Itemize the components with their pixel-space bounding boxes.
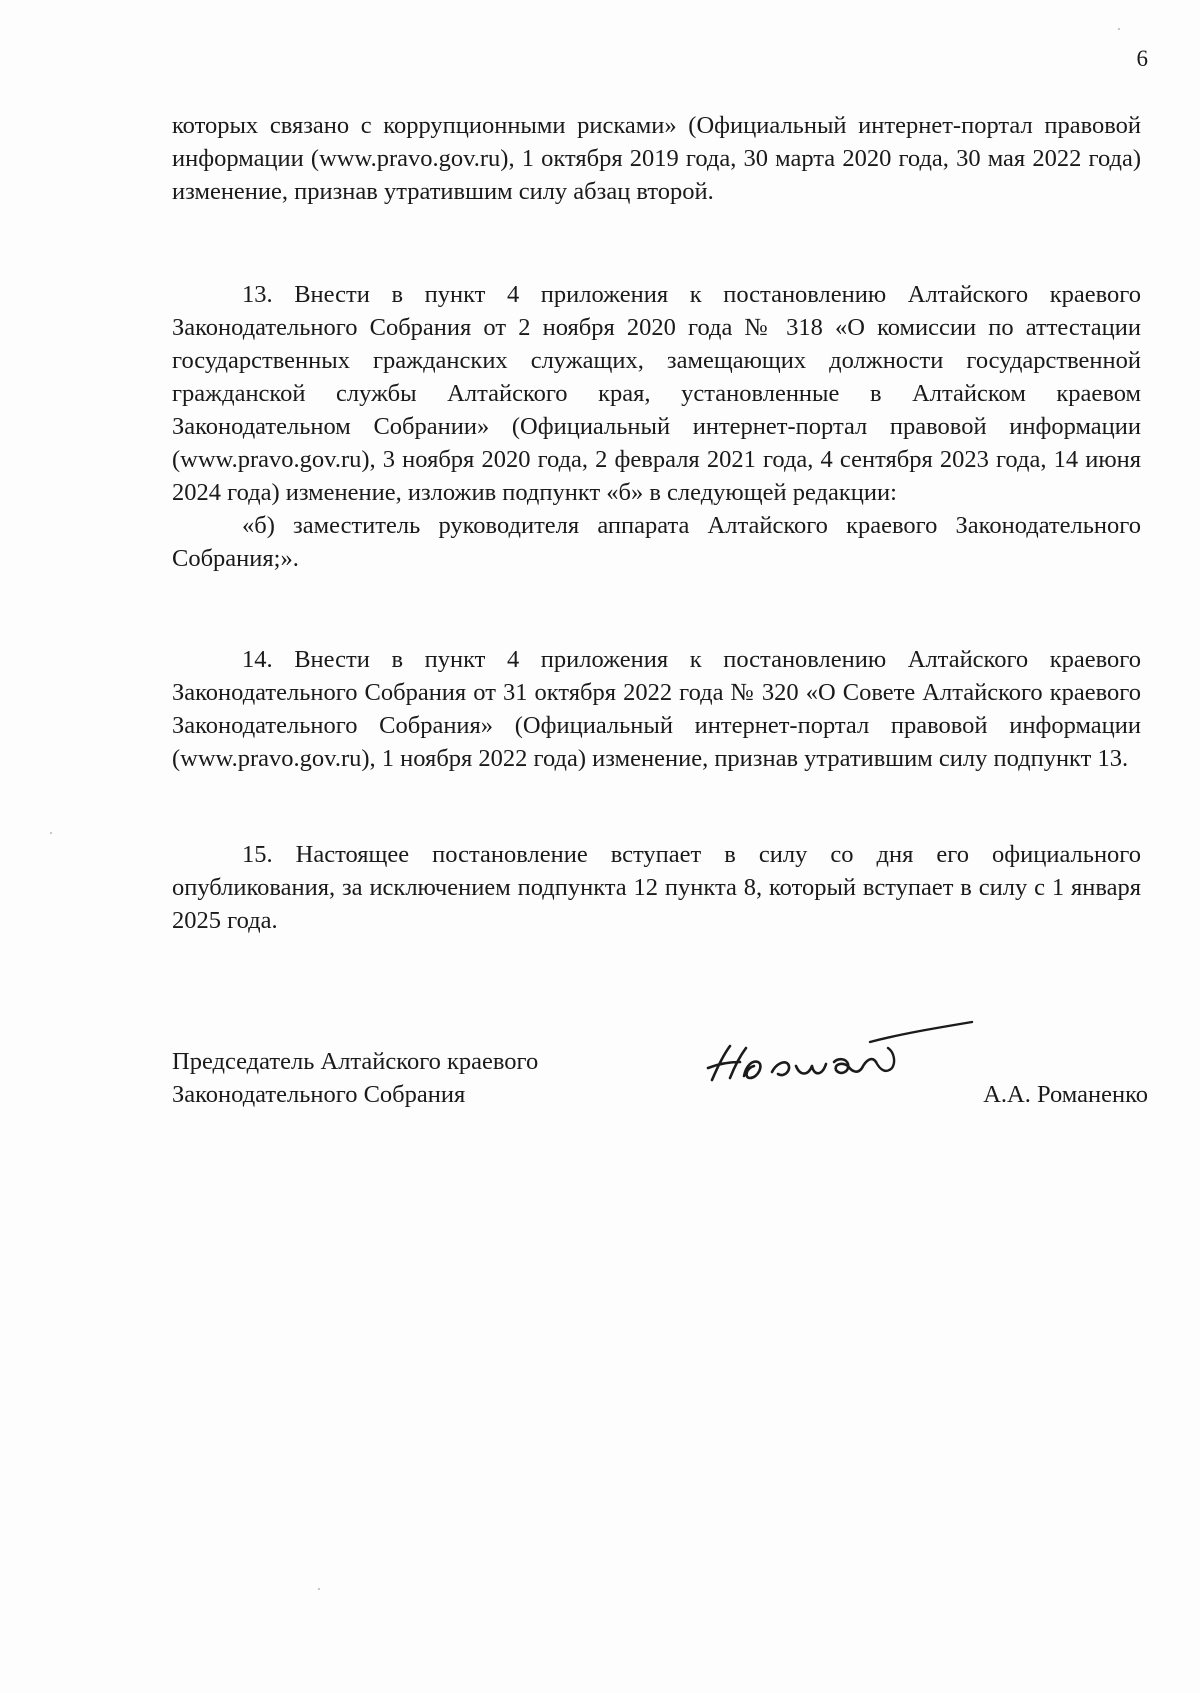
position-line: Председатель Алтайского краевого (172, 1048, 539, 1075)
scan-speck (318, 1588, 320, 1590)
paragraph-text: 15. Настоящее постановление вступает в силу со дня его официального опубликования, за исключением подпункта 12 пункта 8, который вступает в силу с 1 января 2025 года. (172, 841, 1141, 934)
scan-speck (1118, 28, 1120, 30)
paragraph-text: которых связано с коррупционными рисками» (Официальный интернет-портал правовой информации (www.pravo.gov.ru), 1 октября 2019 года, 30 марта 2020 года, 30 мая 2022 года) изменение, признав утратившим силу абзац второй. (172, 112, 1141, 205)
paragraph-12-continuation (172, 109, 1141, 208)
position-line: Законодательного Собрания (172, 1081, 466, 1108)
signatory-position (172, 1045, 538, 1111)
scan-speck (50, 832, 52, 834)
handwritten-signature (700, 1018, 990, 1098)
signatory-name: А.А. Романенко (983, 1081, 1148, 1108)
paragraph-text: 13. Внести в пункт 4 приложения к постановлению Алтайского краевого Законодательного Собрания от 2 ноября 2020 года № 318 «О комиссии по аттестации государственных гражданских служащих, замещающих должности государственной гражданской службы Алтайского края, установленные в Алтайском краевом Законодательном Собрании» (Официальный интернет-портал правовой информации (www.pravo.gov.ru), 3 ноября 2020 года, 2 февраля 2021 года, 4 сентября 2023 года, 14 июня 2024 года) изменение, изложив подпункт «б» в следующей редакции: (172, 281, 1141, 506)
paragraph-14 (172, 643, 1141, 775)
subparagraph-b: «б) заместитель руководителя аппарата Алтайского краевого Законодательного Собрания;». (172, 512, 1141, 572)
paragraph-15 (172, 838, 1141, 937)
page-number: 6 (1136, 46, 1148, 71)
paragraph-text: 14. Внести в пункт 4 приложения к постановлению Алтайского краевого Законодательного Собрания от 31 октября 2022 года № 320 «О Совете Алтайского краевого Законодательного Собрания» (Официальный интернет-портал правовой информации (www.pravo.gov.ru), 1 ноября 2022 года) изменение, признав утратившим силу подпункт 13. (172, 646, 1141, 772)
paragraph-13 (172, 278, 1141, 575)
